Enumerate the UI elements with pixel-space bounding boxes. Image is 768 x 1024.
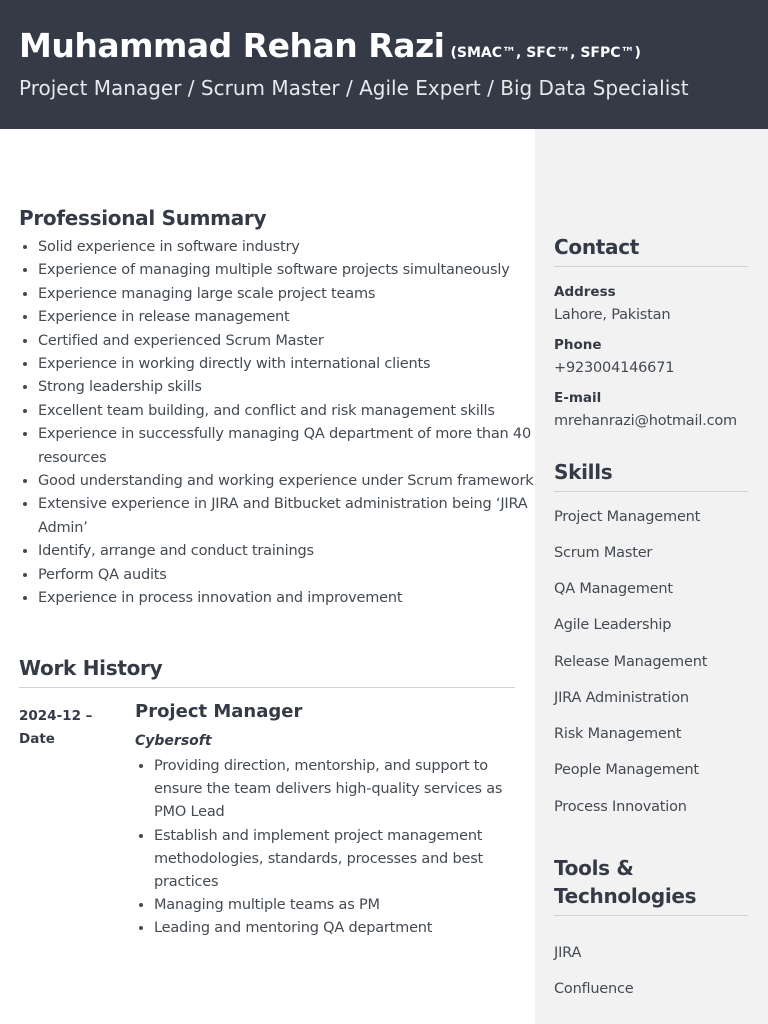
job-bullet: • Managing multiple teams as PM — [154, 894, 524, 917]
job-bullet: • Leading and mentoring QA department — [154, 917, 524, 940]
skill-item: Process Innovation — [554, 799, 687, 815]
summary-item: • Identify, arrange and conduct trainings — [38, 540, 534, 563]
skill-item: Release Management — [554, 654, 708, 670]
contact-divider — [554, 266, 748, 267]
job-date — [19, 705, 109, 751]
address-label: Address — [554, 284, 616, 300]
summary-item: • Solid experience in software industry — [38, 236, 534, 259]
tools-divider — [554, 915, 748, 916]
job-company: Cybersoft — [135, 733, 212, 749]
phone-label: Phone — [554, 337, 602, 353]
job-bullets — [135, 755, 524, 941]
tool-item: Confluence — [554, 981, 634, 997]
summary-item: • Excellent team building, and conflict and risk management skills — [38, 400, 534, 423]
tools-heading-line1: Tools & — [554, 856, 634, 880]
skill-item: Risk Management — [554, 726, 682, 742]
job-date-start: 2024-12 – — [19, 708, 93, 724]
skill-item: Project Management — [554, 509, 701, 525]
email-value: mrehanrazi@hotmail.com — [554, 413, 737, 429]
summary-item: • Experience in successfully managing QA department of more than 40 resources — [38, 423, 534, 470]
work-history-divider — [19, 687, 515, 688]
contact-heading: Contact — [554, 235, 640, 259]
skill-item: Agile Leadership — [554, 617, 672, 633]
tools-heading-line2: Technologies — [554, 884, 697, 908]
tool-item: JIRA — [554, 945, 582, 961]
skill-item: JIRA Administration — [554, 690, 689, 706]
summary-item: • Strong leadership skills — [38, 376, 534, 399]
candidate-name — [19, 26, 641, 65]
summary-heading: Professional Summary — [19, 206, 267, 230]
summary-item: • Experience in process innovation and improvement — [38, 587, 534, 610]
resume-header — [0, 0, 768, 129]
job-title: Project Manager — [135, 701, 303, 722]
summary-item: • Experience in working directly with international clients — [38, 353, 534, 376]
address-value: Lahore, Pakistan — [554, 307, 671, 323]
summary-item: • Extensive experience in JIRA and Bitbucket administration being ‘JIRA Admin’ — [38, 493, 534, 540]
phone-value: +923004146671 — [554, 360, 675, 376]
job-titles-subtitle: Project Manager / Scrum Master / Agile Expert / Big Data Specialist — [19, 76, 689, 100]
work-history-heading: Work History — [19, 656, 163, 680]
sidebar — [535, 129, 768, 1024]
skills-divider — [554, 491, 748, 492]
summary-item: • Experience in release management — [38, 306, 534, 329]
summary-item: • Experience of managing multiple software projects simultaneously — [38, 259, 534, 282]
name-text: Muhammad Rehan Razi — [19, 26, 445, 65]
summary-item: • Experience managing large scale project teams — [38, 283, 534, 306]
job-date-end: Date — [19, 731, 55, 747]
summary-item: • Perform QA audits — [38, 564, 534, 587]
job-bullet: • Establish and implement project management methodologies, standards, processes and best practices — [154, 825, 524, 895]
summary-list — [19, 236, 534, 611]
email-label: E-mail — [554, 390, 602, 406]
summary-item: • Certified and experienced Scrum Master — [38, 330, 534, 353]
skill-item: People Management — [554, 762, 699, 778]
job-bullet: • Providing direction, mentorship, and support to ensure the team delivers high-quality services as PMO Lead — [154, 755, 524, 825]
summary-item: • Good understanding and working experience under Scrum framework — [38, 470, 534, 493]
skill-item: QA Management — [554, 581, 673, 597]
credentials: (SMAC™, SFC™, SFPC™) — [450, 45, 641, 61]
skills-heading: Skills — [554, 460, 613, 484]
skill-item: Scrum Master — [554, 545, 653, 561]
